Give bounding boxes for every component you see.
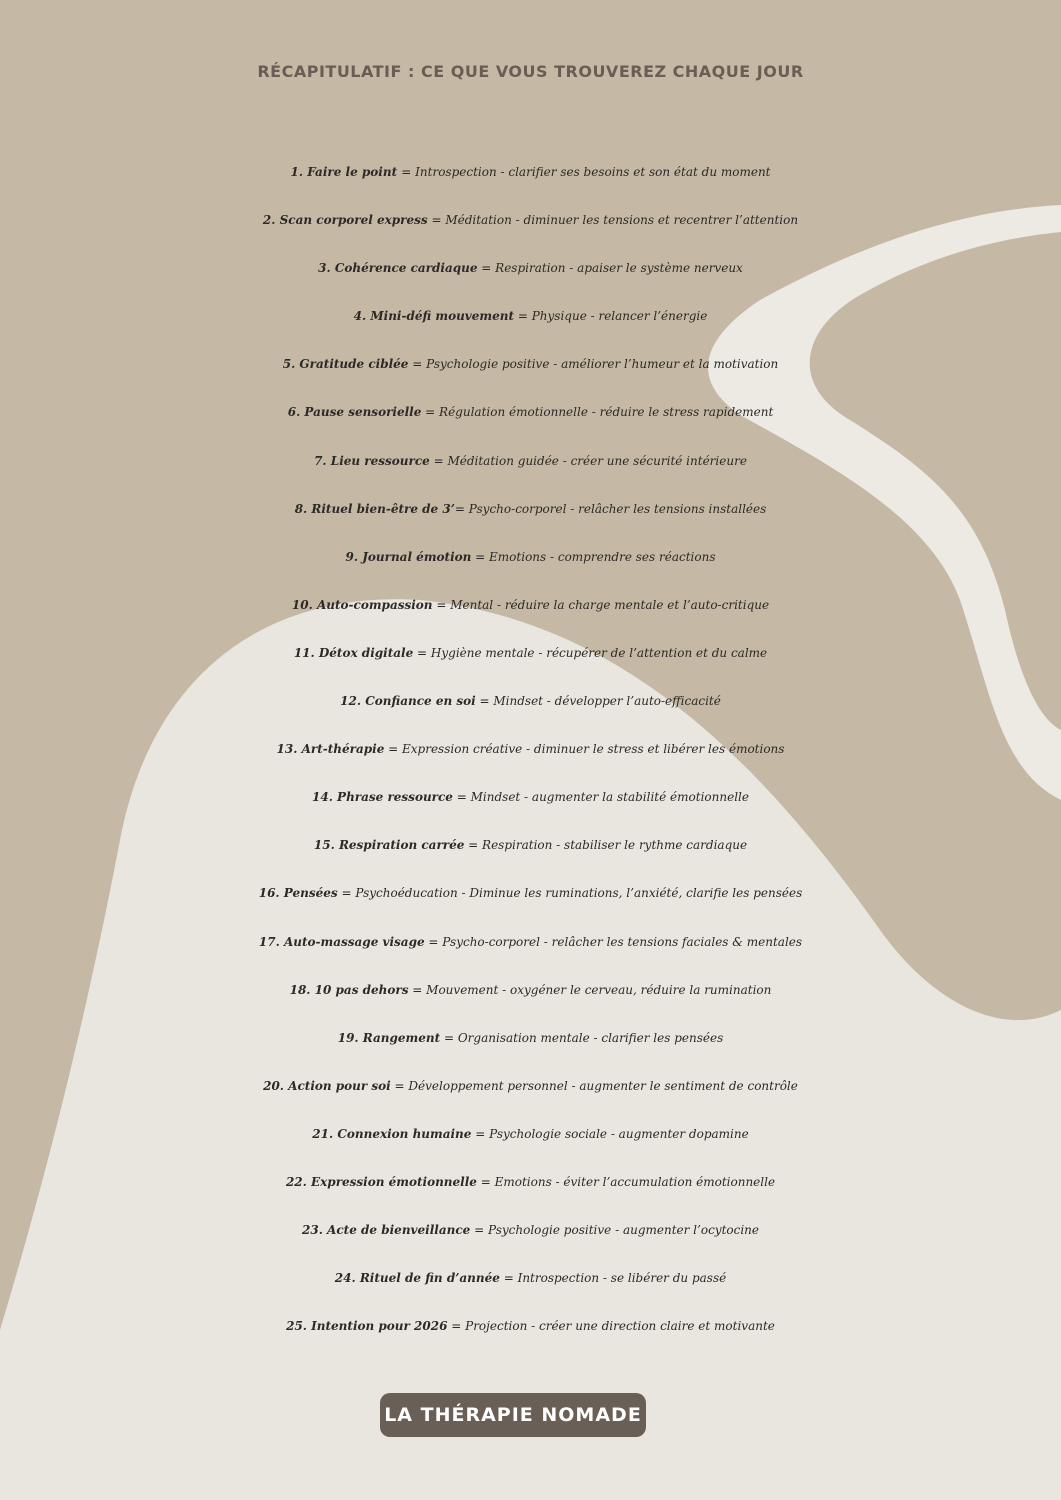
list-item xyxy=(0,1014,1061,1062)
item-name: 11. Détox digitale xyxy=(293,645,414,660)
item-description: = Développement personnel - augmenter le sentiment de contrôle xyxy=(390,1078,798,1093)
item-description: = Introspection - clarifier ses besoins et son état du moment xyxy=(401,165,771,179)
item-name: 18. 10 pas dehors xyxy=(289,982,409,997)
item-name: 2. Scan corporel express xyxy=(262,213,428,228)
item-description: = Introspection - se libérer du passé xyxy=(499,1271,727,1286)
list-item xyxy=(0,292,1061,340)
item-description: = Méditation guidée - créer une sécurité intérieure xyxy=(429,453,747,468)
list-item xyxy=(0,629,1061,677)
list-item xyxy=(0,821,1061,869)
list-item xyxy=(0,533,1061,581)
list-item xyxy=(0,148,1061,196)
item-description: = Mental - réduire la charge mentale et l’auto-critique xyxy=(432,597,770,612)
list-item xyxy=(0,1158,1061,1206)
brand-badge: LA THÉRAPIE NOMADE xyxy=(380,1393,646,1437)
list-item xyxy=(0,437,1061,485)
item-description: = Psychologie sociale - augmenter dopamine xyxy=(471,1126,749,1141)
list-item xyxy=(0,1062,1061,1110)
item-name: 3. Cohérence cardiaque xyxy=(318,261,478,276)
item-name: 13. Art-thérapie xyxy=(276,742,385,757)
list-item xyxy=(0,725,1061,773)
item-name: 1. Faire le point xyxy=(290,165,402,179)
item-name: 12. Confiance en soi xyxy=(340,694,476,709)
list-item xyxy=(0,1254,1061,1302)
item-name: 24. Rituel de fin d’année xyxy=(334,1271,500,1286)
item-name: 14. Phrase ressource xyxy=(312,790,453,805)
activity-list xyxy=(0,148,1061,1350)
list-item xyxy=(0,196,1061,244)
item-description: = Emotions - éviter l’accumulation émotionnelle xyxy=(476,1174,776,1189)
item-description: = Psycho-corporel - relâcher les tensions installées xyxy=(454,501,767,516)
item-name: 23. Acte de bienveillance xyxy=(302,1223,471,1238)
item-description: = Respiration - apaiser le système nerveux xyxy=(477,261,743,276)
item-description: = Expression créative - diminuer le stress et libérer les émotions xyxy=(384,742,785,757)
list-item xyxy=(0,1302,1061,1350)
list-item xyxy=(0,1206,1061,1254)
list-item xyxy=(0,677,1061,725)
list-item xyxy=(0,244,1061,292)
item-name: 7. Lieu ressource xyxy=(314,453,430,468)
list-item xyxy=(0,340,1061,388)
item-name: 20. Action pour soi xyxy=(263,1078,391,1093)
item-description: = Psycho-corporel - relâcher les tensions faciales & mentales xyxy=(424,934,803,949)
item-description: = Projection - créer une direction claire et motivante xyxy=(447,1319,775,1334)
item-name: 17. Auto-massage visage xyxy=(258,934,425,949)
list-item xyxy=(0,581,1061,629)
page-title: RÉCAPITULATIF : CE QUE VOUS TROUVEREZ CHAQUE JOUR xyxy=(257,62,804,81)
item-name: 10. Auto-compassion xyxy=(291,597,433,612)
item-description: = Mindset - développer l’auto-efficacité xyxy=(475,694,721,709)
item-description: = Respiration - stabiliser le rythme cardiaque xyxy=(464,838,748,853)
item-name: 9. Journal émotion xyxy=(345,549,472,564)
item-description: = Mindset - augmenter la stabilité émotionnelle xyxy=(452,790,749,805)
item-name: 15. Respiration carrée xyxy=(313,838,465,853)
item-name: 4. Mini-défi mouvement xyxy=(353,309,515,324)
item-description: = Régulation émotionnelle - réduire le stress rapidement xyxy=(421,405,774,420)
item-name: 6. Pause sensorielle xyxy=(287,405,422,420)
item-description: = Emotions - comprendre ses réactions xyxy=(471,549,716,564)
list-item xyxy=(0,918,1061,966)
item-description: = Psychologie positive - augmenter l’ocytocine xyxy=(470,1223,759,1238)
item-description: = Mouvement - oxygéner le cerveau, réduire la rumination xyxy=(408,982,772,997)
list-item xyxy=(0,388,1061,436)
item-description: = Psychologie positive - améliorer l’humeur et la motivation xyxy=(408,357,779,372)
list-item xyxy=(0,1110,1061,1158)
item-description: = Psychoéducation - Diminue les ruminations, l’anxiété, clarifie les pensées xyxy=(337,886,803,901)
item-name: 25. Intention pour 2026 xyxy=(286,1319,448,1334)
item-name: 5. Gratitude ciblée xyxy=(282,357,409,372)
item-name: 16. Pensées xyxy=(258,886,338,901)
item-description: = Méditation - diminuer les tensions et recentrer l’attention xyxy=(427,213,799,228)
item-description: = Organisation mentale - clarifier les pensées xyxy=(440,1030,724,1045)
list-item xyxy=(0,485,1061,533)
item-name: 8. Rituel bien-être de 3’ xyxy=(294,501,455,516)
item-description: = Hygiène mentale - récupérer de l’attention et du calme xyxy=(413,645,768,660)
item-name: 21. Connexion humaine xyxy=(312,1126,472,1141)
list-item xyxy=(0,773,1061,821)
item-name: 19. Rangement xyxy=(337,1030,441,1045)
list-item xyxy=(0,869,1061,917)
item-name: 22. Expression émotionnelle xyxy=(285,1174,477,1189)
item-description: = Physique - relancer l’énergie xyxy=(514,309,708,324)
list-item xyxy=(0,966,1061,1014)
